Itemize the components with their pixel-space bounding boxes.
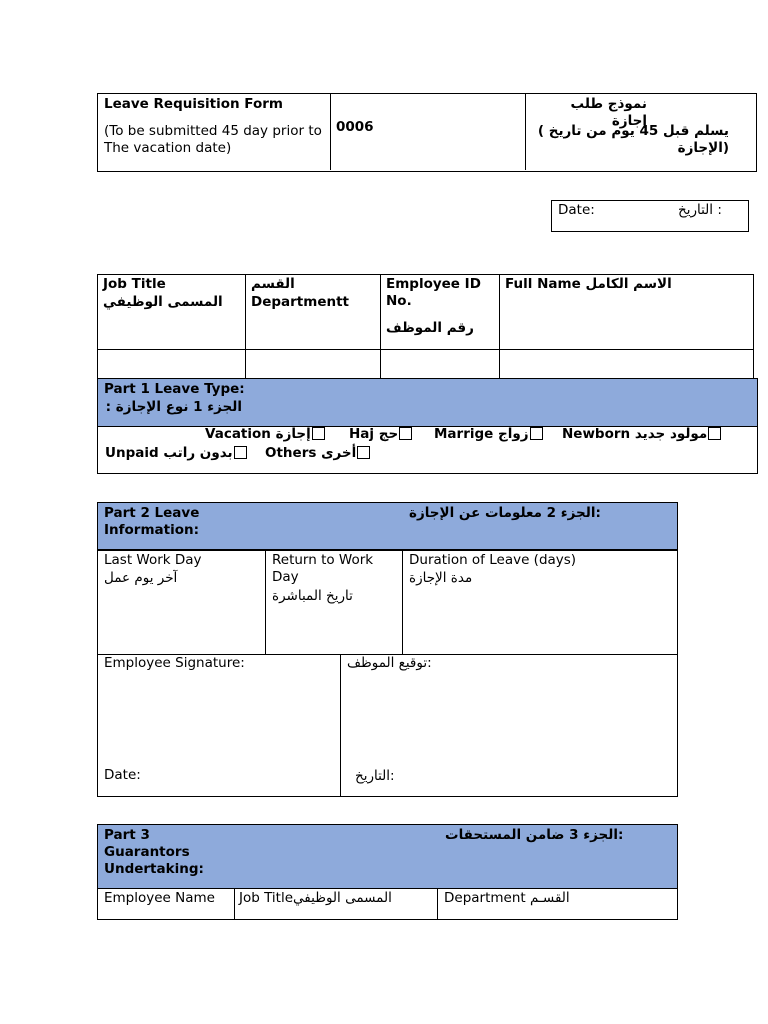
last-work-day-field[interactable] bbox=[98, 604, 265, 654]
date-label: Date: bbox=[104, 767, 141, 783]
part3-table bbox=[97, 824, 678, 920]
full-name-field[interactable] bbox=[500, 350, 753, 378]
employee-table bbox=[97, 274, 758, 474]
col-employee-id: Employee ID No. bbox=[386, 276, 481, 309]
submit-note: (To be submitted 45 day prior to The vacation date) bbox=[104, 123, 322, 156]
date-label: Date: bbox=[558, 202, 595, 218]
haj-checkbox[interactable] bbox=[399, 427, 412, 440]
part2-title: Part 2 Leave Information: bbox=[104, 505, 200, 538]
option-others[interactable] bbox=[265, 445, 371, 461]
date-label-ar: التاريخ: bbox=[355, 768, 395, 784]
last-work-day-label: Last Work Day bbox=[104, 552, 202, 568]
col-job-title: Job Title bbox=[103, 276, 166, 292]
option-marrige-label: Marrige زواج bbox=[434, 426, 529, 442]
part2-title-ar: الجزء 2 معلومات عن الإجازة: bbox=[409, 505, 601, 521]
department-field[interactable] bbox=[246, 350, 380, 378]
duration-label: Duration of Leave (days) bbox=[409, 552, 577, 568]
option-marrige[interactable] bbox=[434, 426, 544, 442]
job-title-label: Job Titleالمسمى الوظيفي bbox=[239, 890, 392, 906]
return-to-work-label: Return to Work Day bbox=[272, 552, 374, 585]
job-title-field[interactable] bbox=[98, 350, 245, 378]
part3-title-ar: الجزء 3 ضامن المستحقات: bbox=[445, 827, 624, 843]
option-haj-label: Haj حج bbox=[349, 426, 399, 442]
col-department-ar: القسم bbox=[251, 276, 295, 292]
part2-table bbox=[97, 502, 678, 797]
department-label: Department القسـم bbox=[444, 890, 570, 906]
marrige-checkbox[interactable] bbox=[530, 427, 543, 440]
duration-field[interactable] bbox=[403, 604, 677, 654]
part1-title-ar: الجزء 1 نوع الإجازة : bbox=[105, 399, 242, 415]
option-haj[interactable] bbox=[349, 426, 413, 442]
date-label-ar: التاريخ : bbox=[678, 202, 722, 218]
col-job-title-ar: المسمى الوظيفي bbox=[103, 294, 223, 310]
others-checkbox[interactable] bbox=[357, 446, 370, 459]
col-full-name: Full Name الاسم الكامل bbox=[505, 276, 672, 292]
employee-id-field[interactable] bbox=[381, 350, 499, 378]
employee-name-label: Employee Name bbox=[104, 890, 215, 906]
signature-area[interactable] bbox=[98, 674, 340, 762]
form-header-table bbox=[97, 93, 757, 172]
option-vacation[interactable] bbox=[205, 426, 326, 442]
form-number: 0006 bbox=[336, 119, 374, 135]
col-employee-id-ar: رقم الموظف bbox=[386, 320, 474, 336]
part2-header bbox=[98, 503, 677, 550]
form-title-ar: نموذج طلب إجازة bbox=[570, 96, 647, 129]
return-to-work-field[interactable] bbox=[266, 622, 402, 654]
part3-header bbox=[98, 825, 677, 888]
duration-label-ar: مدة الإجازة bbox=[409, 570, 473, 586]
last-work-day-label-ar: آخر يوم عمل bbox=[104, 570, 178, 586]
submit-note-ar: يسلم قبل 45 يوم من تاريخ ) (الإجازة bbox=[537, 123, 729, 156]
form-title: Leave Requisition Form bbox=[104, 96, 283, 112]
option-newborn[interactable] bbox=[562, 426, 722, 442]
part3-title: Part 3 Guarantors Undertaking: bbox=[104, 827, 204, 877]
employee-signature-label-ar: توقيع الموظف: bbox=[347, 655, 432, 671]
option-newborn-label: Newborn مولود جديد bbox=[562, 426, 708, 442]
employee-signature-label: Employee Signature: bbox=[104, 655, 245, 671]
option-vacation-label: Vacation إجازة bbox=[205, 426, 311, 442]
part1-title: Part 1 Leave Type: bbox=[104, 381, 245, 397]
unpaid-checkbox[interactable] bbox=[234, 446, 247, 459]
option-unpaid-label: Unpaid بدون راتب bbox=[105, 445, 233, 461]
option-unpaid[interactable] bbox=[105, 445, 248, 461]
return-to-work-label-ar: تاريخ المباشرة bbox=[272, 588, 353, 604]
vacation-checkbox[interactable] bbox=[312, 427, 325, 440]
part1-header bbox=[98, 379, 757, 426]
date-box[interactable] bbox=[551, 200, 749, 232]
option-others-label: Others أخرى bbox=[265, 445, 357, 461]
col-department: Departmentt bbox=[251, 294, 349, 310]
newborn-checkbox[interactable] bbox=[708, 427, 721, 440]
